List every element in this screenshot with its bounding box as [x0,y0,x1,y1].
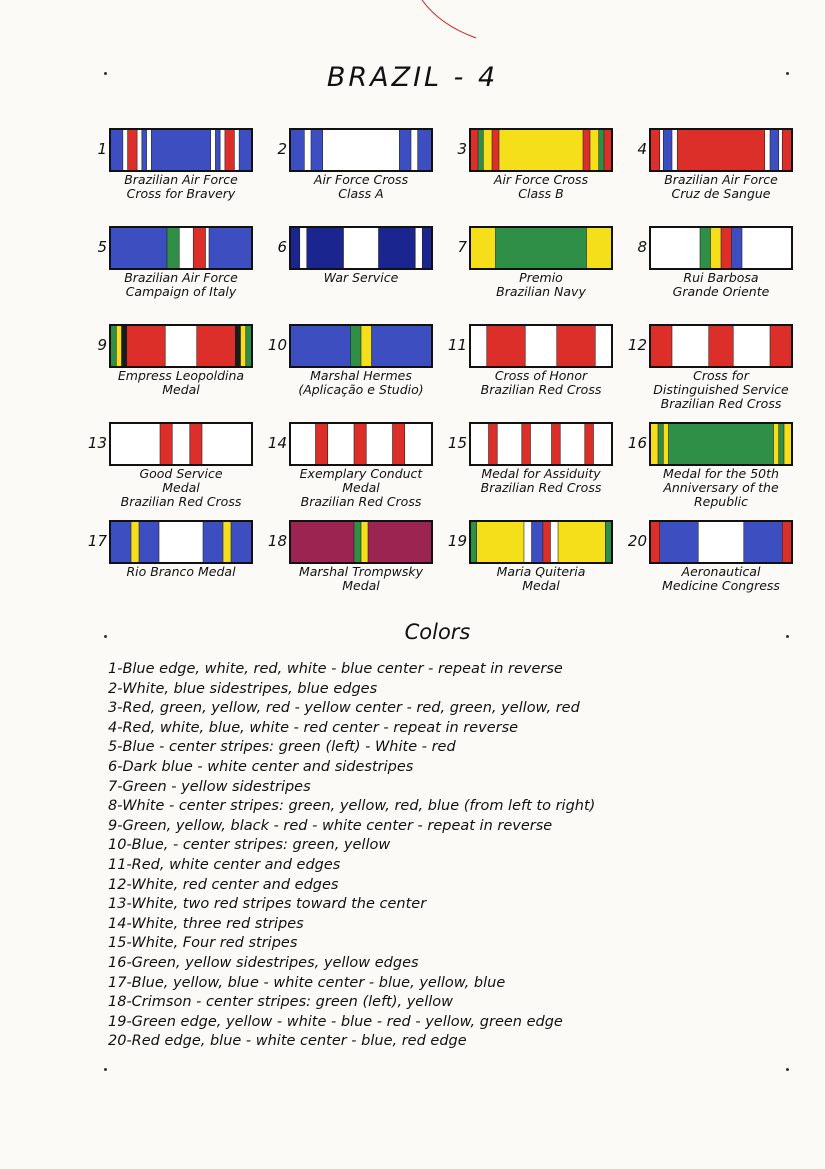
caption-line: Exemplary Conduct [299,466,423,481]
ribbon-stripe-red [709,326,734,366]
ribbon-number: 16 [627,434,647,452]
corner-dot [786,1068,789,1071]
ribbon-stripe-yellow [471,228,496,268]
ribbon-stripe-dark-blue [291,228,300,268]
ribbon-caption [95,467,267,509]
color-description-line: 9-Green, yellow, black - red - white center - repeat in reverse [108,817,553,834]
ribbon-stripe-white [411,130,418,170]
ribbon-stripe-red [770,326,791,366]
ribbon-stripe-white [560,424,585,464]
caption-line: Medal [162,382,200,397]
caption-line: Brazilian Red Cross [120,494,242,509]
caption-line: Maria Quiteria [496,564,586,579]
ribbon-stripe-yellow [587,228,612,268]
ribbon-stripe-yellow [711,228,722,268]
ribbon-stripe-white [366,424,393,464]
ribbon-stripe-red [585,424,594,464]
ribbon-stripe-red [128,130,138,170]
ribbon-cell [445,224,625,319]
color-description-line: 19-Green edge, yellow - white - blue - red - yellow, green edge [108,1013,563,1030]
ribbon-stripe-red [677,130,765,170]
ribbon-stripe-blue [215,130,220,170]
ribbon-stripe-blue [209,228,251,268]
ribbon-stripe-blue [418,130,431,170]
ribbon-number: 2 [277,140,287,158]
ribbon-cell [265,518,445,613]
ribbon-bar [289,422,433,466]
ribbon-caption [95,565,267,579]
ribbon-caption [635,467,807,509]
caption-line: Rui Barbosa [683,270,759,285]
ribbon-bar [469,422,613,466]
red-pen-mark [420,0,480,40]
ribbon-stripe-white [497,424,522,464]
ribbon-stripe-red [557,326,596,366]
ribbon-stripe-blue [203,522,223,562]
ribbon-stripe-white [405,424,431,464]
ribbon-stripe-red [651,130,660,170]
caption-line: War Service [323,270,399,285]
corner-dot [104,1068,107,1071]
color-description-line: 20-Red edge, blue - white center - blue, red edge [108,1033,467,1050]
caption-line: Anniversary of the [663,480,779,495]
caption-line: Medal [342,480,380,495]
ribbon-number: 4 [637,140,647,158]
ribbon-bar [649,422,793,466]
caption-line: Class B [518,186,564,201]
ribbon-cell [265,126,445,221]
ribbon-stripe-yellow [590,130,599,170]
caption-line: Distinguished Service [653,382,789,397]
ribbon-bar [289,128,433,172]
caption-line: Premio [519,270,563,285]
ribbon-stripe-blue [663,130,672,170]
ribbon-caption [455,467,627,495]
ribbon-bar [109,422,253,466]
color-description-line: 4-Red, white, blue, white - red center - repeat in reverse [108,719,519,736]
ribbon-stripe-red [604,130,611,170]
caption-line: Grande Oriente [672,284,770,299]
ribbon-stripe-white [595,326,611,366]
caption-line: Air Force Cross [493,172,589,187]
caption-line: Brazilian Air Force [124,172,238,187]
ribbon-stripe-red [127,326,166,366]
color-description-line: 1-Blue edge, white, red, white - blue center - repeat in reverse [108,661,563,677]
color-description-line: 2-White, blue sidestripes, blue edges [108,680,378,697]
ribbon-stripe-blue [291,130,305,170]
caption-line: (Aplicação e Studio) [298,382,424,397]
ribbon-bar [469,128,613,172]
ribbon-bar [289,520,433,564]
ribbon-stripe-red [225,130,235,170]
ribbon-stripe-blue [732,228,743,268]
ribbon-stripe-white [471,424,489,464]
ribbon-stripe-white [742,228,791,268]
ribbon-cell [85,322,265,417]
ribbon-number: 10 [267,336,287,354]
ribbon-stripe-red [552,424,561,464]
ribbon-stripe-red [543,522,551,562]
caption-line: Aeronautical [681,564,761,579]
ribbon-stripe-white [672,130,678,170]
ribbon-stripe-red [583,130,590,170]
ribbon-cell [85,224,265,319]
ribbon-stripe-red [487,326,526,366]
ribbon-cell [625,518,805,613]
caption-line: Brazilian Red Cross [300,494,422,509]
ribbon-stripe-yellow [223,522,231,562]
color-description-line: 8-White - center stripes: green, yellow, red, blue (from left to right) [108,798,596,815]
ribbon-caption [635,369,807,411]
ribbon-stripe-red [721,228,732,268]
caption-line: Republic [694,494,748,509]
caption-line: Medal [162,480,200,495]
ribbon-stripe-white [147,130,152,170]
ribbon-stripe-blue [239,130,251,170]
caption-line: Campaign of Italy [125,284,237,299]
color-descriptions [108,660,748,1052]
ribbon-stripe-crimson [291,522,354,562]
ribbon-stripe-green [471,522,477,562]
ribbon-stripe-yellow [663,424,669,464]
ribbon-number: 9 [97,336,107,354]
ribbon-stripe-blue [291,326,351,366]
ribbon-bar [109,226,253,270]
ribbon-bar [649,128,793,172]
ribbon-number: 5 [97,238,107,256]
ribbon-stripe-red [197,326,236,366]
ribbon-stripe-blue [111,130,123,170]
caption-line: Brazilian Navy [496,284,586,299]
ribbon-stripe-white [328,424,355,464]
ribbon-stripe-white [179,228,193,268]
ribbon-number: 12 [627,336,647,354]
ribbon-cell [625,420,805,515]
ribbon-stripe-dark-blue [379,228,416,268]
ribbon-caption [455,369,627,397]
ribbon-stripe-red [193,228,206,268]
color-description-line: 12-White, red center and edges [108,876,339,893]
ribbon-caption [635,565,807,593]
ribbon-stripe-green [779,424,785,464]
ribbon-stripe-yellow [477,522,525,562]
caption-line: Brazilian Red Cross [480,382,602,397]
color-description-line: 3-Red, green, yellow, red - yellow center - red, green, yellow, red [108,700,580,717]
ribbon-stripe-white [111,424,160,464]
color-description-line: 7-Green - yellow sidestripes [108,778,311,795]
colors-heading: Colors [404,620,471,644]
ribbon-stripe-red [492,130,499,170]
ribbon-stripe-green [658,424,664,464]
ribbon-caption [95,271,267,299]
ribbon-stripe-white [202,424,251,464]
caption-line: Marshal Trompwsky [298,564,424,579]
ribbon-bar [289,324,433,368]
ribbon-stripe-white [651,228,700,268]
ribbon-bar [109,324,253,368]
caption-line: Medal [342,578,380,593]
ribbon-stripe-red [393,424,406,464]
ribbon-number: 20 [627,532,647,550]
ribbon-cell [625,224,805,319]
ribbon-number: 7 [457,238,467,256]
caption-line: Brazilian Red Cross [660,396,782,411]
ribbon-stripe-white [234,130,239,170]
ribbon-cell [265,420,445,515]
caption-line: Cross of Honor [494,368,588,383]
ribbon-stripe-blue [399,130,411,170]
ribbon-caption [275,271,447,285]
ribbon-stripe-red [316,424,329,464]
ribbon-stripe-red [489,424,498,464]
ribbon-stripe-yellow [116,326,122,366]
ribbon-number: 11 [447,336,467,354]
ribbon-stripe-green [111,326,117,366]
ribbon-bar [649,226,793,270]
ribbon-stripe-white [323,130,400,170]
caption-line: Cross for [693,368,749,383]
ribbon-stripe-red [160,424,173,464]
color-description-line: 15-White, Four red stripes [108,935,298,952]
ribbon-stripe-white [211,130,216,170]
ribbon-stripe-yellow [131,522,139,562]
ribbon-stripe-blue [139,522,159,562]
ribbon-number: 1 [97,140,107,158]
ribbon-stripe-white [291,424,316,464]
caption-line: Medal for the 50th [663,466,779,481]
ribbon-bar [649,520,793,564]
caption-line: Brazilian Air Force [664,172,778,187]
caption-line: Brazilian Air Force [124,270,238,285]
ribbon-stripe-blue [111,228,167,268]
ribbon-number: 13 [87,434,107,452]
color-description-line: 13-White, two red stripes toward the center [108,896,427,913]
ribbon-stripe-green [605,522,611,562]
ribbon-stripe-yellow [483,130,492,170]
caption-line: Rio Branco Medal [126,564,236,579]
ribbon-stripe-white [172,424,190,464]
ribbon-stripe-green [599,130,605,170]
ribbon-cell [445,322,625,417]
ribbon-stripe-white [304,130,311,170]
ribbon-bar [289,226,433,270]
ribbon-stripe-yellow [774,424,780,464]
ribbon-cell [625,126,805,221]
ribbon-stripe-red [782,522,791,562]
ribbon-stripe-black [235,326,241,366]
ribbon-caption [635,271,807,299]
caption-line: Medal [522,578,560,593]
ribbon-bar [109,128,253,172]
ribbon-cell [625,322,805,417]
ribbon-stripe-blue [744,522,783,562]
ribbon-stripe-red [471,130,478,170]
ribbon-bar [469,324,613,368]
ribbon-cell [85,126,265,221]
ribbon-stripe-blue [231,522,251,562]
ribbon-stripe-white [137,130,142,170]
ribbon-stripe-red [651,522,660,562]
ribbon-stripe-green [700,228,711,268]
caption-line: Marshal Hermes [310,368,412,383]
ribbon-stripe-green [478,130,484,170]
ribbon-cell [445,518,625,613]
ribbon-cell [445,126,625,221]
ribbon-stripe-red [190,424,203,464]
caption-line: Class A [338,186,384,201]
ribbon-stripe-blue [151,130,211,170]
ribbon-caption [95,173,267,201]
ribbon-caption [635,173,807,201]
page-title: BRAZIL - 4 [326,62,499,93]
ribbon-caption [455,565,627,593]
ribbon-stripe-yellow [784,424,791,464]
ribbon-stripe-yellow [651,424,658,464]
ribbon-stripe-white [471,326,487,366]
ribbon-stripe-yellow [361,522,368,562]
ribbon-stripe-red [782,130,791,170]
ribbon-cell [85,518,265,613]
ribbon-number: 3 [457,140,467,158]
ribbon-cell [85,420,265,515]
ribbon-stripe-blue [532,522,544,562]
ribbon-stripe-blue [770,130,779,170]
ribbon-number: 15 [447,434,467,452]
caption-line: Medicine Congress [662,578,780,593]
ribbon-stripe-dark-blue [422,228,431,268]
color-description-line: 11-Red, white center and edges [108,856,341,873]
ribbon-stripe-green [669,424,774,464]
ribbon-caption [95,369,267,397]
ribbon-stripe-white [594,424,612,464]
color-description-line: 10-Blue, - center stripes: green, yellow [108,837,391,854]
caption-line: Empress Leopoldina [117,368,245,383]
color-description-line: 17-Blue, yellow, blue - white center - blue, yellow, blue [108,974,506,991]
ribbon-caption [275,565,447,593]
ribbon-number: 18 [267,532,287,550]
ribbon-stripe-blue [311,130,323,170]
color-description-line: 5-Blue - center stripes: green (left) - White - red [108,739,456,756]
ribbon-stripe-white [123,130,128,170]
caption-line: Cross for Bravery [126,186,236,201]
ribbon-stripe-green [246,326,251,366]
ribbon-stripe-white [159,522,203,562]
ribbon-stripe-white [698,522,744,562]
color-description-line: 18-Crimson - center stripes: green (left), yellow [108,994,454,1011]
ribbon-stripe-dark-blue [307,228,344,268]
ribbon-stripe-red [354,424,367,464]
ribbon-cell [265,224,445,319]
ribbon-bar [469,520,613,564]
ribbon-caption [275,369,447,397]
ribbon-stripe-yellow [361,326,372,366]
ribbon-bar [109,520,253,564]
ribbon-stripe-yellow [558,522,606,562]
ribbon-stripe-black [122,326,128,366]
ribbon-stripe-white [524,522,532,562]
ribbon-stripe-white [525,326,557,366]
ribbon-caption [275,467,447,509]
ribbon-stripe-white [765,130,771,170]
ribbon-stripe-green [167,228,180,268]
caption-line: Air Force Cross [313,172,409,187]
ribbon-stripe-blue [142,130,147,170]
ribbon-stripe-yellow [241,326,247,366]
color-description-line: 16-Green, yellow sidestripes, yellow edges [108,954,419,971]
ribbon-stripe-green [351,326,362,366]
ribbon-caption [275,173,447,201]
ribbon-stripe-white [672,326,709,366]
ribbon-cell [445,420,625,515]
ribbon-number: 17 [87,532,107,550]
ribbon-stripe-blue [660,522,699,562]
ribbon-stripe-white [550,522,558,562]
caption-line: Brazilian Red Cross [480,480,602,495]
ribbon-stripe-crimson [368,522,431,562]
ribbon-stripe-white [733,326,770,366]
ribbon-stripe-green [496,228,587,268]
ribbon-stripe-red [522,424,531,464]
ribbon-stripe-white [165,326,197,366]
ribbon-number: 6 [277,238,287,256]
ribbon-number: 8 [637,238,647,256]
ribbon-stripe-white [220,130,225,170]
ribbon-number: 19 [447,532,467,550]
ribbon-stripe-yellow [499,130,583,170]
ribbon-stripe-red [651,326,672,366]
ribbon-stripe-green [354,522,361,562]
ribbon-caption [455,173,627,201]
caption-line: Good Service [139,466,223,481]
ribbon-bar [649,324,793,368]
ribbon-stripe-blue [372,326,432,366]
ribbon-cell [265,322,445,417]
ribbon-stripe-white [344,228,379,268]
ribbon-stripe-white [531,424,552,464]
color-description-line: 14-White, three red stripes [108,915,304,932]
caption-line: Medal for Assiduity [481,466,601,481]
caption-line: Cruz de Sangue [671,186,771,201]
ribbon-number: 14 [267,434,287,452]
color-description-line: 6-Dark blue - white center and sidestripes [108,758,414,775]
ribbon-stripe-white [415,228,422,268]
ribbon-stripe-white [300,228,307,268]
ribbon-bar [469,226,613,270]
ribbon-caption [455,271,627,299]
ribbon-stripe-blue [111,522,131,562]
